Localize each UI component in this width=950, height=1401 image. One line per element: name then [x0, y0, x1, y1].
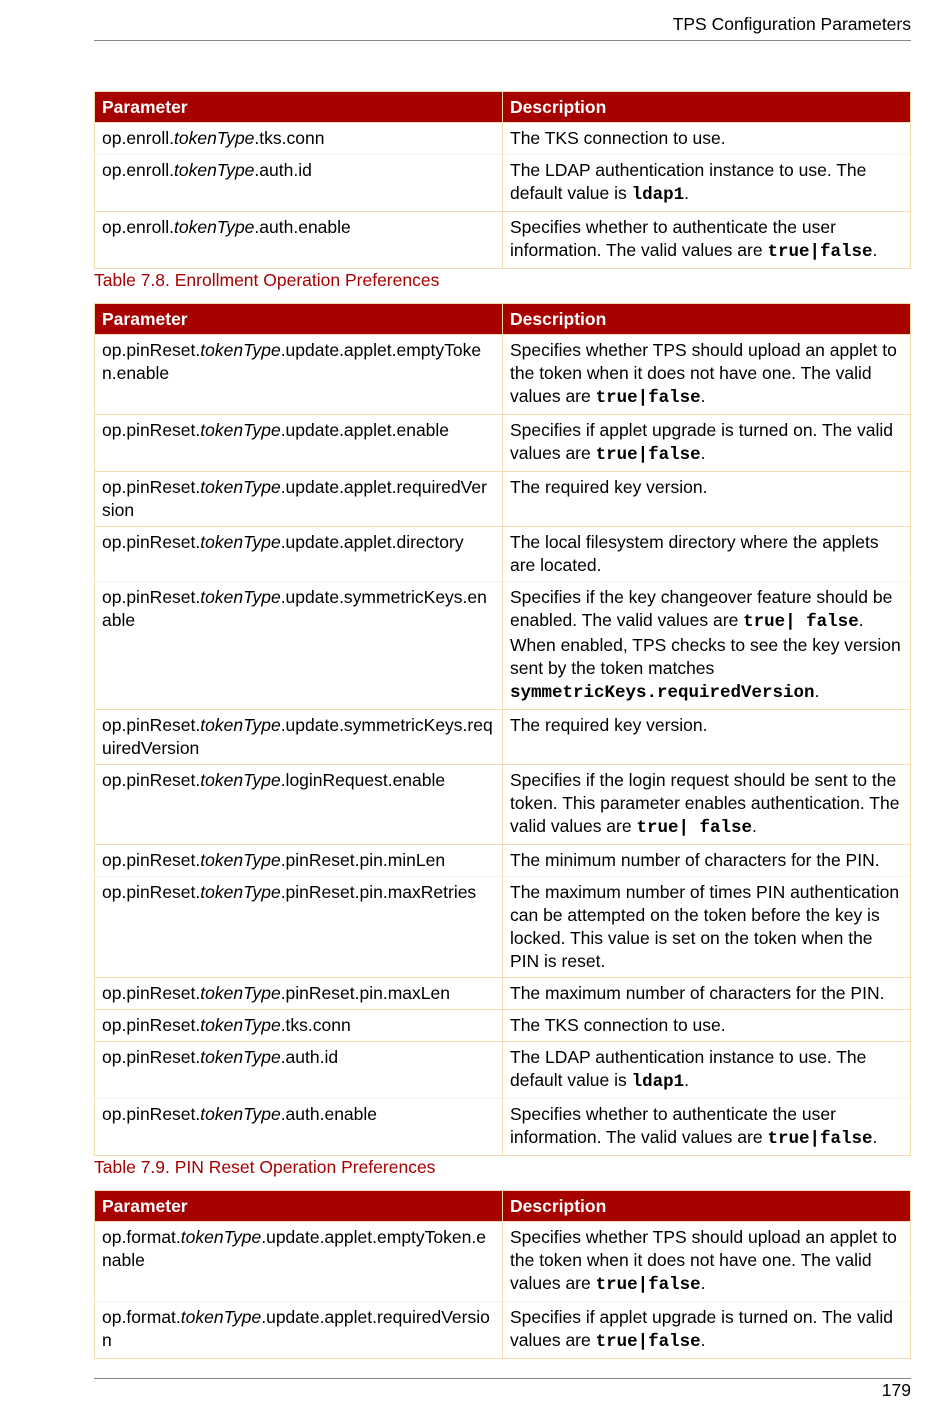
code-literal: true|false [595, 445, 701, 465]
param-suffix: .update.applet.requiredVersion [102, 477, 487, 520]
param-prefix: op.pinReset. [102, 587, 201, 607]
param-suffix: .update.applet.emptyToken.enable [102, 1227, 486, 1270]
param-suffix: .auth.id [254, 160, 312, 180]
param-prefix: op.pinReset. [102, 715, 201, 735]
param-token-type: tokenType [200, 340, 281, 360]
description-cell [503, 845, 911, 877]
description-text: The maximum number of characters for the PIN. [510, 983, 885, 1003]
description-text: . [700, 386, 706, 406]
param-suffix: .update.applet.emptyToken.enable [102, 340, 482, 383]
parameter-cell [95, 1042, 503, 1099]
param-token-type: tokenType [200, 587, 281, 607]
param-prefix: op.pinReset. [102, 532, 201, 552]
table-caption: Table 7.8. Enrollment Operation Preferences [94, 270, 440, 290]
column-header-description: Description [503, 304, 911, 335]
description-text: Specifies whether TPS should upload an applet to the token when it does not have one. The valid values are [510, 340, 897, 406]
description-cell [503, 212, 911, 269]
running-header: TPS Configuration Parameters [672, 14, 911, 34]
parameter-cell [95, 582, 503, 710]
param-token-type: tokenType [200, 983, 281, 1003]
description-cell [503, 765, 911, 845]
param-token-type: tokenType [200, 850, 281, 870]
table-row [95, 582, 911, 710]
description-text: . [684, 1070, 689, 1090]
table-row [95, 1302, 911, 1359]
description-text: Specifies whether TPS should upload an applet to the token when it does not have one. The valid values are [510, 1227, 897, 1293]
table-row [95, 978, 911, 1010]
param-prefix: op.pinReset. [102, 1047, 201, 1067]
parameter-cell [95, 415, 503, 472]
description-cell [503, 582, 911, 710]
description-text: Specifies if the login request should be sent to the token. This parameter enables authentication. The valid values are [510, 770, 900, 836]
param-prefix: op.pinReset. [102, 882, 201, 902]
param-token-type: tokenType [180, 1227, 262, 1247]
description-text: . [814, 681, 820, 701]
pin-reset-preferences-table [94, 303, 911, 1156]
description-text: Specifies whether to authenticate the user information. The valid values are [510, 1104, 836, 1147]
description-text: Specifies if applet upgrade is turned on. The valid values are [510, 420, 893, 463]
description-cell [503, 1222, 911, 1302]
param-prefix: op.format. [102, 1307, 181, 1327]
parameter-cell [95, 845, 503, 877]
code-literal: symmetricKeys.requiredVersion [510, 683, 815, 703]
param-suffix: .loginRequest.enable [280, 770, 446, 790]
description-text: . [872, 240, 878, 260]
parameter-cell [95, 710, 503, 765]
table-caption: Table 7.9. PIN Reset Operation Preferences [94, 1157, 436, 1177]
description-cell [503, 1042, 911, 1099]
table-row [95, 335, 911, 415]
param-token-type: tokenType [200, 882, 281, 902]
parameter-cell [95, 155, 503, 212]
description-cell [503, 1010, 911, 1042]
document-body [94, 91, 911, 1359]
column-header-parameter: Parameter [95, 1191, 503, 1222]
param-prefix: op.pinReset. [102, 1104, 201, 1124]
table-row [95, 845, 911, 877]
table-row [95, 710, 911, 765]
param-suffix: .auth.enable [254, 217, 351, 237]
description-text: The LDAP authentication instance to use. The default value is [510, 160, 867, 203]
parameter-cell [95, 1010, 503, 1042]
param-prefix: op.enroll. [102, 160, 174, 180]
param-prefix: op.pinReset. [102, 420, 201, 440]
parameter-cell [95, 765, 503, 845]
description-cell [503, 472, 911, 527]
description-cell [503, 527, 911, 582]
table-row [95, 877, 911, 978]
param-prefix: op.pinReset. [102, 477, 201, 497]
param-prefix: op.pinReset. [102, 340, 201, 360]
page-number: 179 [881, 1380, 911, 1400]
description-text: Specifies whether to authenticate the user information. The valid values are [510, 217, 836, 260]
param-prefix: op.enroll. [102, 217, 174, 237]
param-suffix: .update.applet.requiredVersion [102, 1307, 490, 1350]
param-prefix: op.enroll. [102, 128, 174, 148]
description-cell [503, 155, 911, 212]
param-prefix: op.pinReset. [102, 1015, 201, 1035]
description-cell [503, 710, 911, 765]
description-text: The maximum number of times PIN authentication can be attempted on the token before the key is locked. This value is set on the token when the PIN is reset. [510, 882, 900, 971]
description-cell [503, 123, 911, 155]
description-cell [503, 415, 911, 472]
param-suffix: .update.symmetricKeys.enable [102, 587, 487, 630]
description-cell [503, 877, 911, 978]
param-token-type: tokenType [200, 420, 281, 440]
description-text: . [700, 1330, 706, 1350]
header-rule [94, 40, 911, 41]
param-suffix: .update.symmetricKeys.requiredVersion [102, 715, 493, 758]
code-literal: true|false [767, 242, 873, 262]
param-suffix: .pinReset.pin.maxLen [280, 983, 450, 1003]
table-row [95, 1042, 911, 1099]
param-suffix: .tks.conn [280, 1015, 351, 1035]
parameter-cell [95, 1222, 503, 1302]
description-text: The required key version. [510, 715, 708, 735]
column-header-parameter: Parameter [95, 92, 503, 123]
description-text: . [700, 1273, 706, 1293]
description-text: . [684, 183, 689, 203]
param-suffix: .tks.conn [254, 128, 325, 148]
param-suffix: .pinReset.pin.minLen [280, 850, 446, 870]
parameter-cell [95, 527, 503, 582]
table-row [95, 1222, 911, 1302]
code-literal: true|false [767, 1129, 873, 1149]
param-suffix: .auth.id [280, 1047, 339, 1067]
param-token-type: tokenType [200, 477, 281, 497]
description-cell [503, 1099, 911, 1156]
description-text: The required key version. [510, 477, 708, 497]
param-suffix: .update.applet.enable [280, 420, 450, 440]
table-row [95, 765, 911, 845]
footer-rule [94, 1378, 911, 1379]
param-prefix: op.format. [102, 1227, 181, 1247]
description-text: The TKS connection to use. [510, 128, 726, 148]
description-text: The TKS connection to use. [510, 1015, 726, 1035]
table-row [95, 527, 911, 582]
param-token-type: tokenType [200, 1047, 281, 1067]
param-token-type: tokenType [180, 1307, 262, 1327]
code-literal: ldap1 [631, 185, 685, 205]
param-token-type: tokenType [200, 532, 281, 552]
code-literal: true| false [743, 612, 859, 632]
table-row [95, 415, 911, 472]
format-preferences-table [94, 1190, 911, 1359]
param-token-type: tokenType [200, 1015, 281, 1035]
param-prefix: op.pinReset. [102, 983, 201, 1003]
enrollment-preferences-table [94, 91, 911, 269]
parameter-cell [95, 877, 503, 978]
param-token-type: tokenType [174, 128, 255, 148]
table-row [95, 155, 911, 212]
table-row [95, 212, 911, 269]
code-literal: true| false [636, 818, 752, 838]
param-prefix: op.pinReset. [102, 850, 201, 870]
description-cell [503, 978, 911, 1010]
param-token-type: tokenType [174, 217, 255, 237]
parameter-cell [95, 335, 503, 415]
code-literal: true|false [595, 1332, 701, 1352]
description-text: The minimum number of characters for the PIN. [510, 850, 880, 870]
code-literal: ldap1 [631, 1072, 685, 1092]
table-header-row [95, 92, 911, 123]
table-row [95, 472, 911, 527]
parameter-cell [95, 1302, 503, 1359]
param-token-type: tokenType [200, 1104, 281, 1124]
table-row [95, 1099, 911, 1156]
parameter-cell [95, 123, 503, 155]
parameter-cell [95, 472, 503, 527]
description-text: Specifies if applet upgrade is turned on. The valid values are [510, 1307, 893, 1350]
table-header-row [95, 304, 911, 335]
description-text: . [700, 443, 706, 463]
param-token-type: tokenType [200, 715, 281, 735]
parameter-cell [95, 212, 503, 269]
param-suffix: .update.applet.directory [280, 532, 464, 552]
parameter-cell [95, 978, 503, 1010]
table-row [95, 1010, 911, 1042]
description-text: The LDAP authentication instance to use. The default value is [510, 1047, 867, 1090]
description-text: The local filesystem directory where the applets are located. [510, 532, 879, 575]
description-cell [503, 335, 911, 415]
param-suffix: .pinReset.pin.maxRetries [280, 882, 477, 902]
description-text: Specifies if the key changeover feature should be enabled. The valid values are [510, 587, 893, 630]
table-row [95, 123, 911, 155]
param-prefix: op.pinReset. [102, 770, 201, 790]
param-suffix: .auth.enable [280, 1104, 378, 1124]
code-literal: true|false [595, 388, 701, 408]
description-cell [503, 1302, 911, 1359]
param-token-type: tokenType [200, 770, 281, 790]
code-literal: true|false [595, 1275, 701, 1295]
param-token-type: tokenType [174, 160, 255, 180]
table-header-row [95, 1191, 911, 1222]
column-header-description: Description [503, 1191, 911, 1222]
parameter-cell [95, 1099, 503, 1156]
column-header-parameter: Parameter [95, 304, 503, 335]
description-text: . [752, 816, 757, 836]
description-text: . [872, 1127, 878, 1147]
description-text: . When enabled, TPS checks to see the key version sent by the token matches [510, 610, 901, 678]
column-header-description: Description [503, 92, 911, 123]
